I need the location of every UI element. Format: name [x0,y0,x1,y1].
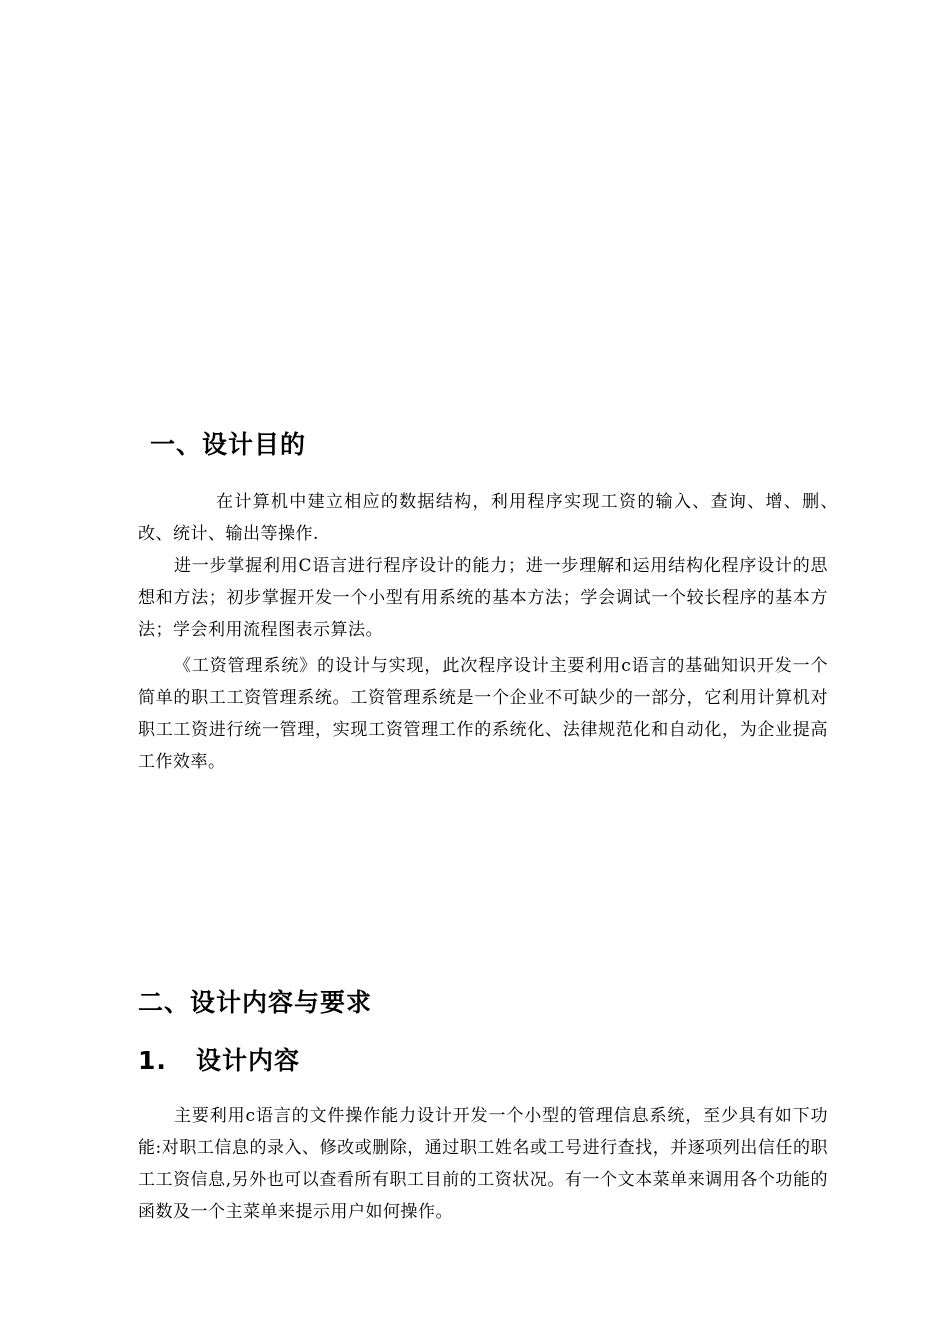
subsection-number: 1. [138,1046,167,1075]
paragraph-purpose-1: 在计算机中建立相应的数据结构，利用程序实现工资的输入、查询、增、删、改、统计、输出等操作. [138,492,838,544]
paragraph-purpose-3: 《工资管理系统》的设计与实现，此次程序设计主要利用c语言的基础知识开发一个简单的职工工资管理系统。工资管理系统是一个企业不可缺少的一部分，它利用计算机对职工工资进行统一管理，实现工资管理工作的系统化、法律规范化和自动化，为企业提高工作效率。 [138,656,828,772]
paragraph-design-content: 主要利用c语言的文件操作能力设计开发一个小型的管理信息系统，至少具有如下功能:对职工信息的录入、修改或删除，通过职工姓名或工号进行查找，并逐项列出信任的职工工资信息,另外也可以查看所有职工目前的工资状况。有一个文本菜单来调用各个功能的函数及一个主菜单来提示用户如何操作。 [138,1106,828,1222]
subsection-heading-design-content [138,1046,300,1076]
paragraph-purpose-2: 进一步掌握利用C语言进行程序设计的能力；进一步理解和运用结构化程序设计的思想和方法；初步掌握开发一个小型有用系统的基本方法；学会调试一个较长程序的基本方法；学会利用流程图表示算法。 [138,556,828,640]
section-heading-content-requirements: 二、设计内容与要求 [138,988,373,1017]
subsection-title: 设计内容 [196,1046,301,1075]
section-heading-design-purpose: 一、设计目的 [150,430,307,459]
